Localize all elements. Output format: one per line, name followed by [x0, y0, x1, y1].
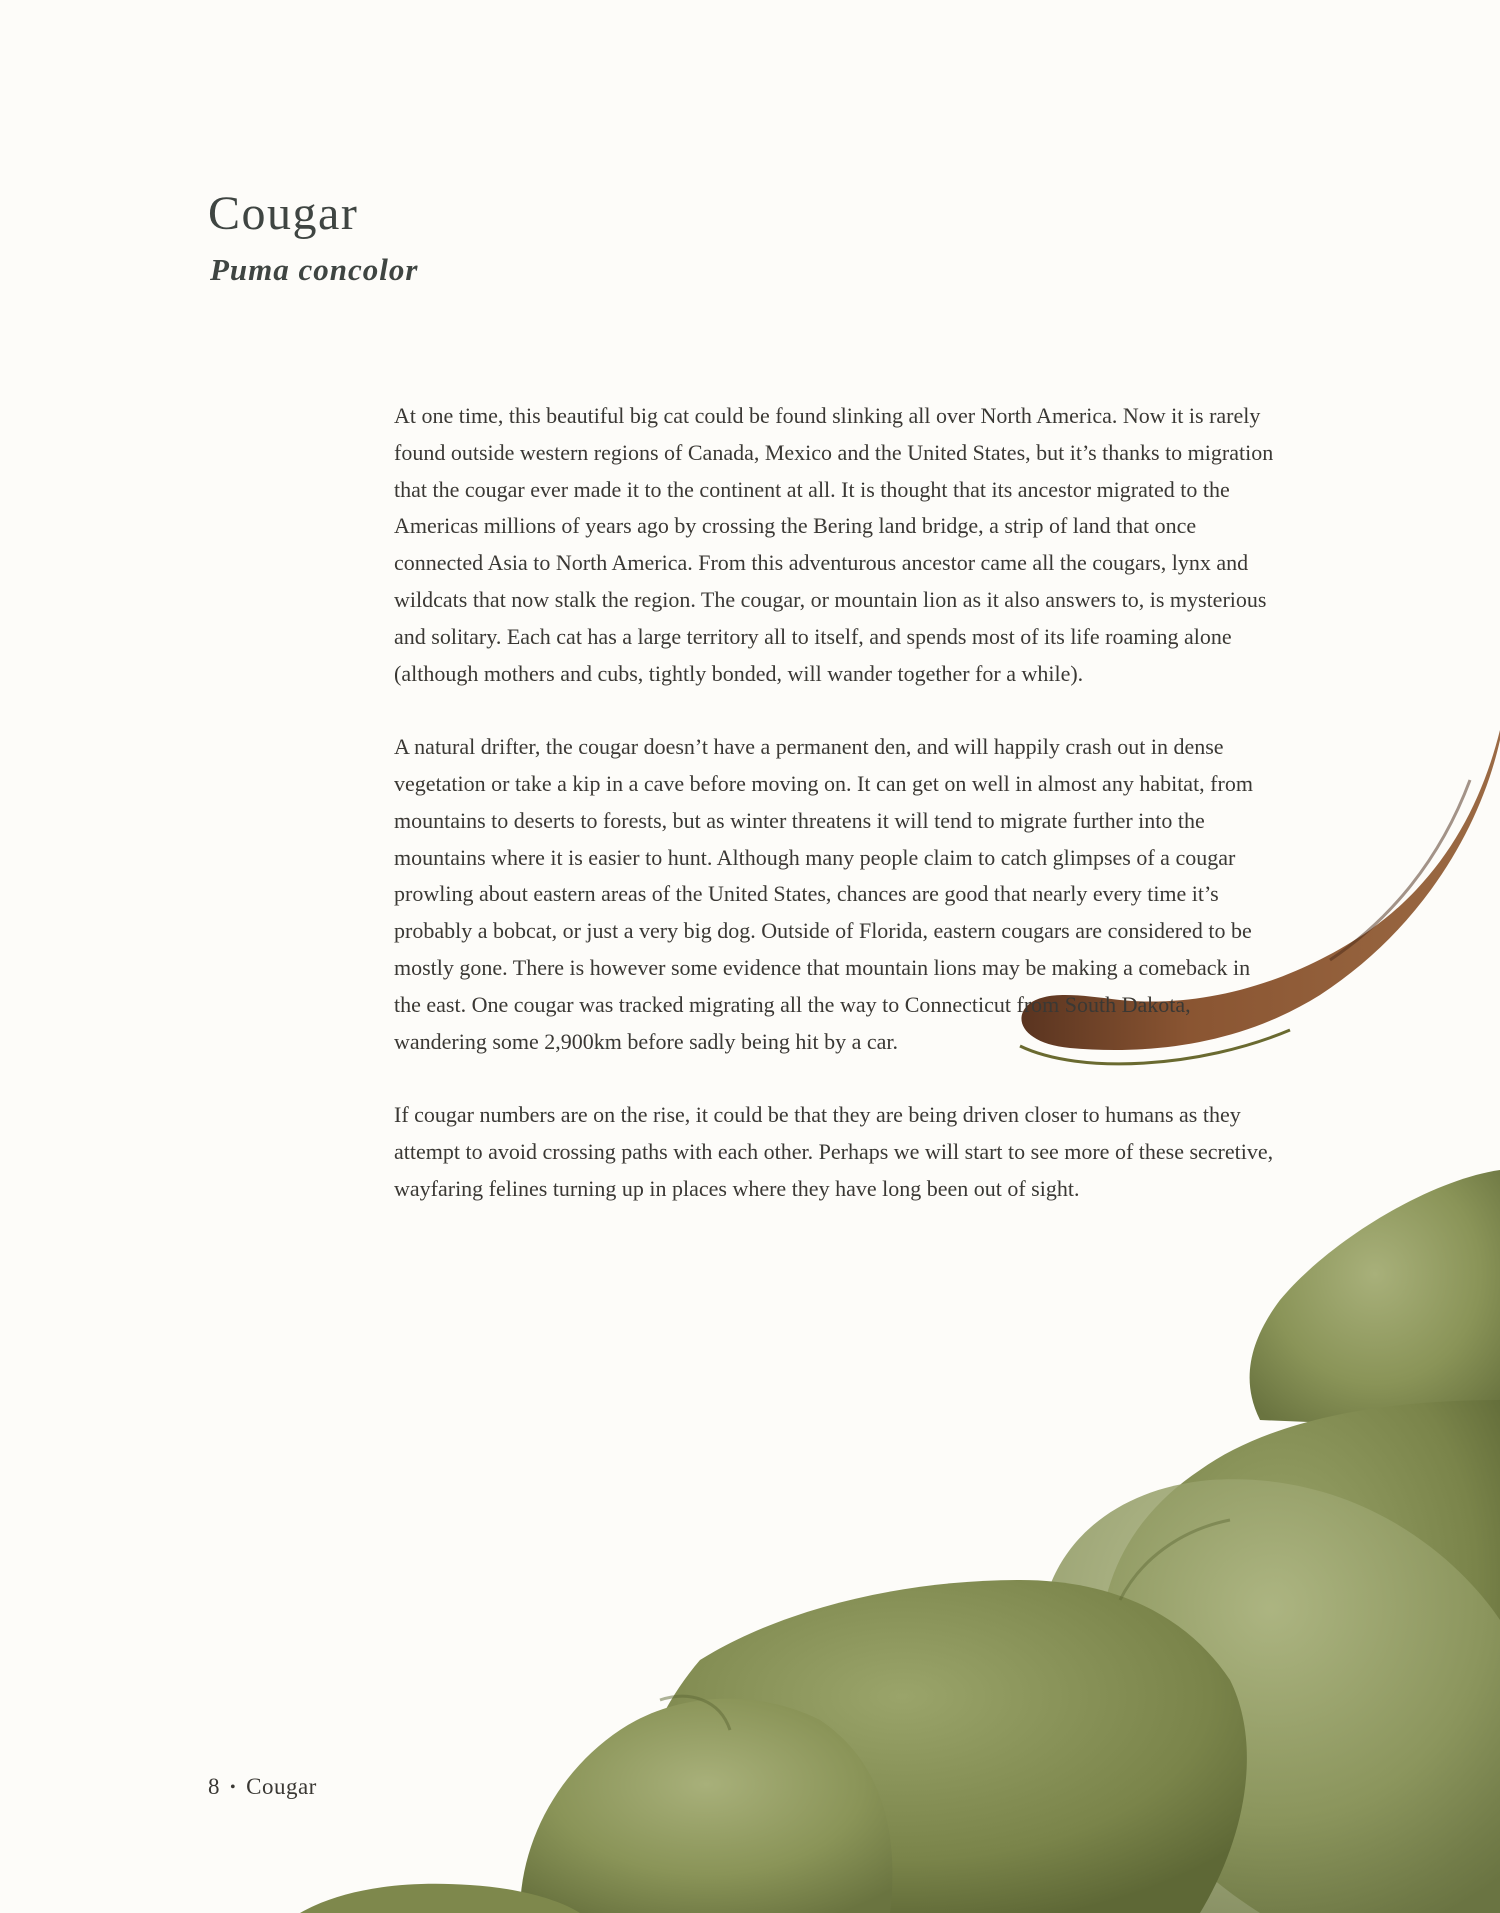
page-footer: [208, 1774, 317, 1800]
paragraph-2: A natural drifter, the cougar doesn’t have a permanent den, and will happily crash out in dense vegetation or take a kip in a cave before moving on. It can get on well in almost any habitat, from mountains to deserts to forests, but as winter threatens it will tend to migrate further into the mountains where it is easier to hunt. Although many people claim to catch glimpses of a cougar prowling about eastern areas of the United States, chances are good that nearly every time it’s probably a bobcat, or just a very big dog. Outside of Florida, eastern cougars are considered to be mostly gone. There is however some evidence that mountain lions may be making a comeback in the east. One cougar was tracked migrating all the way to Connecticut from South Dakota, wandering some 2,900km before sadly being hit by a car.: [394, 734, 1253, 1054]
footer-separator: •: [230, 1779, 237, 1796]
scientific-name: Puma concolor: [210, 252, 419, 287]
footer-section: Cougar: [246, 1774, 317, 1799]
page-title: Cougar: [208, 187, 359, 240]
article-body: [394, 398, 1274, 1244]
paragraph-1: At one time, this beautiful big cat could be found slinking all over North America. Now it is rarely found outside western regions of Canada, Mexico and the United States, but it’s thanks to migration that the cougar ever made it to the continent at all. It is thought that its ancestor migrated to the Americas millions of years ago by crossing the Bering land bridge, a strip of land that once connected Asia to North America. From this adventurous ancestor came all the cougars, lynx and wildcats that now stalk the region. The cougar, or mountain lion as it also answers to, is mysterious and solitary. Each cat has a large territory all to itself, and spends most of its life roaming alone (although mothers and cubs, tightly bonded, will wander together for a while).: [394, 403, 1274, 686]
rocks-shape: [300, 1170, 1500, 1913]
paragraph-3: If cougar numbers are on the rise, it could be that they are being driven closer to humans as they attempt to avoid crossing paths with each other. Perhaps we will start to see more of these secretive, wayfaring felines turning up in places where they have long been out of sight.: [394, 1102, 1274, 1201]
page-number: 8: [208, 1774, 220, 1799]
